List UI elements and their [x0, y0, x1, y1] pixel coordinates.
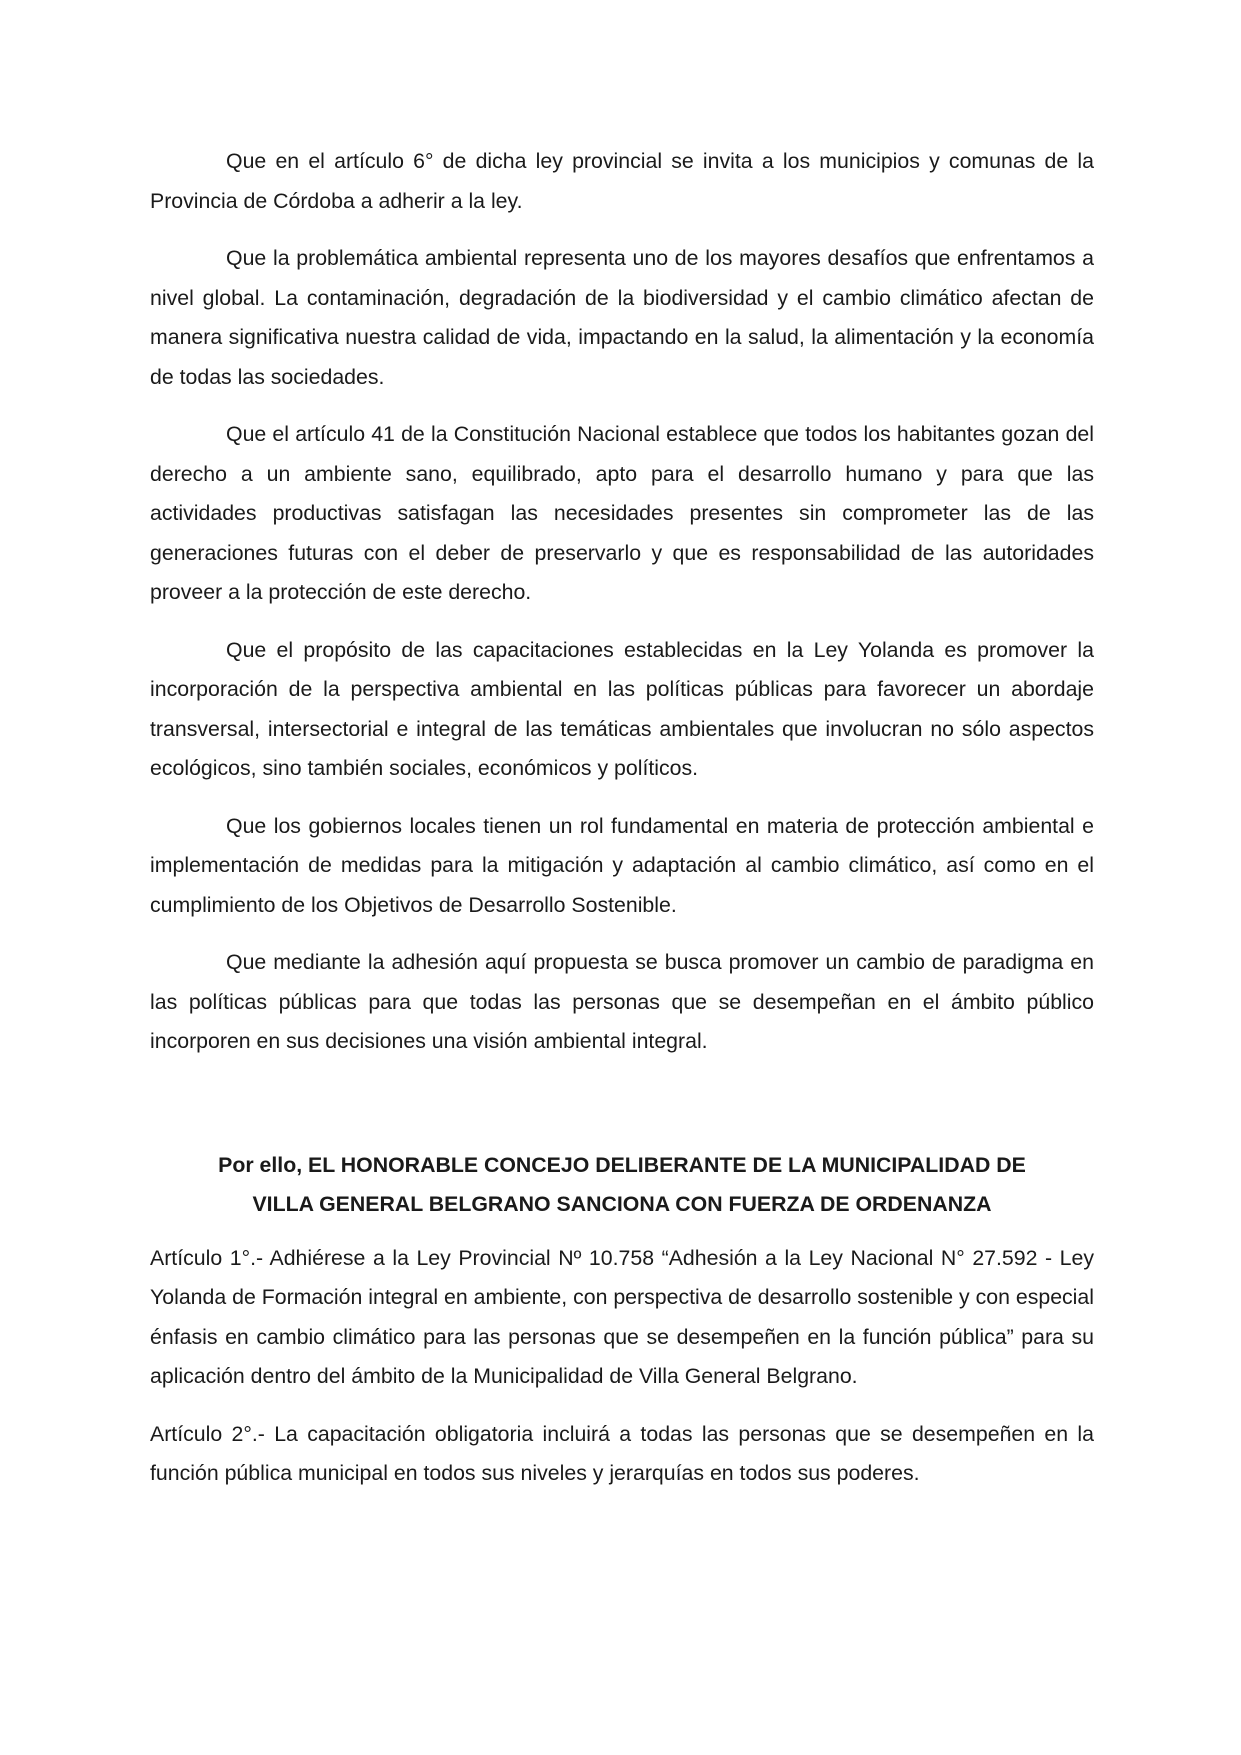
considerando-paragraph: Que el propósito de las capacitaciones establecidas en la Ley Yolanda es promover la incorporación de la perspectiva ambiental en las políticas públicas para favorecer un abordaje transversal, intersectorial e integral de las temáticas ambientales que involucran no sólo aspectos ecológicos, sino también sociales, económicos y políticos.: [150, 637, 1094, 780]
resolution-heading-line-1: Por ello, EL HONORABLE CONCEJO DELIBERANTE DE LA MUNICIPALIDAD DE: [218, 1152, 1026, 1177]
considerando-paragraph: Que el artículo 41 de la Constitución Nacional establece que todos los habitantes gozan del derecho a un ambiente sano, equilibrado, apto para el desarrollo humano y para que las actividades productivas satisfagan las necesidades presentes sin comprometer las de las generaciones futuras con el deber de preservarlo y que es responsabilidad de las autoridades proveer a la protección de este derecho.: [150, 422, 1094, 604]
article-2: Artículo 2°.- La capacitación obligatoria incluirá a todas las personas que se desempeñen en la función pública municipal en todos sus niveles y jerarquías en todos sus poderes.: [150, 1421, 1094, 1485]
considerando-paragraph: Que los gobiernos locales tienen un rol fundamental en materia de protección ambiental e implementación de medidas para la mitigación y adaptación al cambio climático, así como en el cumplimiento de los Objetivos de Desarrollo Sostenible.: [150, 813, 1094, 917]
considerando-paragraph: Que la problemática ambiental representa uno de los mayores desafíos que enfrentamos a nivel global. La contaminación, degradación de la biodiversidad y el cambio climático afectan de manera significativa nuestra calidad de vida, impactando en la salud, la alimentación y la economía de todas las sociedades.: [150, 246, 1094, 389]
resolution-heading: [150, 1146, 1094, 1225]
considerando-paragraph: Que mediante la adhesión aquí propuesta se busca promover un cambio de paradigma en las políticas públicas para que todas las personas que se desempeñan en el ámbito público incorporen en sus decisiones una visión ambiental integral.: [150, 950, 1094, 1053]
article-1: Artículo 1°.- Adhiérese a la Ley Provincial Nº 10.758 “Adhesión a la Ley Nacional N° 27.592 - Ley Yolanda de Formación integral en ambiente, con perspectiva de desarrollo sostenible y con especial énfasis en cambio climático para las personas que se desempeñen en la función pública” para su aplicación dentro del ámbito de la Municipalidad de Villa General Belgrano.: [150, 1245, 1094, 1388]
document-page: [150, 142, 1094, 1494]
considerando-paragraph: Que en el artículo 6° de dicha ley provincial se invita a los municipios y comunas de la Provincia de Córdoba a adherir a la ley.: [150, 149, 1094, 213]
resolution-heading-line-2: VILLA GENERAL BELGRANO SANCIONA CON FUERZA DE ORDENANZA: [252, 1192, 992, 1216]
